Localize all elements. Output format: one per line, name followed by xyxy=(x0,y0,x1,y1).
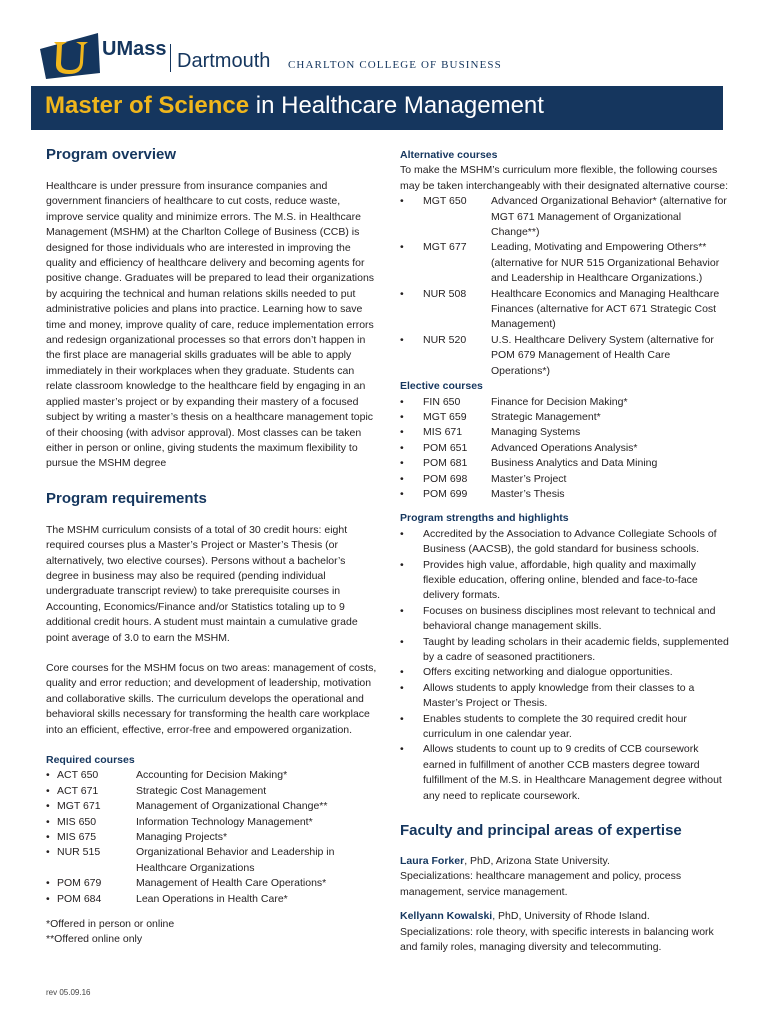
required-course xyxy=(46,845,378,876)
faculty-heading: Faculty and principal areas of expertise xyxy=(400,822,682,840)
bullet-icon: • xyxy=(400,426,404,439)
required-course xyxy=(46,784,378,799)
course-code: NUR 515 xyxy=(57,846,101,859)
required-courses-list xyxy=(46,768,378,907)
footnote-in-person: *Offered in person or online xyxy=(46,918,175,931)
course-code: MGT 677 xyxy=(423,241,467,254)
bullet-icon: • xyxy=(400,635,404,648)
bullet-icon: • xyxy=(400,487,404,500)
course-name: Business Analytics and Data Mining xyxy=(491,457,658,470)
footnote-online: **Offered online only xyxy=(46,933,143,946)
bullet-icon: • xyxy=(400,287,404,300)
course-name: Strategic Management* xyxy=(491,410,601,423)
strength-text: Taught by leading scholars in their academic fields, supplemented by a cadre of seasoned practitioners. xyxy=(423,635,729,663)
course-code: MGT 659 xyxy=(423,410,467,423)
strengths-heading: Program strengths and highlights xyxy=(400,512,569,525)
brand-dartmouth: Dartmouth xyxy=(177,50,271,72)
strength-text: Allows students to apply knowledge from their classes to a Master’s Project or Thesis. xyxy=(423,681,695,710)
bullet-icon: • xyxy=(46,831,50,844)
course-code: ACT 671 xyxy=(57,784,99,797)
bullet-icon: • xyxy=(46,769,50,782)
bullet-icon: • xyxy=(46,784,50,797)
strength-item xyxy=(400,527,730,558)
alternative-courses-heading: Alternative courses xyxy=(400,149,498,161)
faculty-specializations: Specializations: role theory, with specific interests in balancing work and family roles, managing diversity and telecommuting. xyxy=(400,925,714,954)
course-code: MIS 671 xyxy=(423,426,463,439)
bullet-icon: • xyxy=(46,877,50,890)
course-code: POM 679 xyxy=(57,877,102,890)
bullet-icon: • xyxy=(400,527,404,540)
requirements-para-1: The MSHM curriculum consists of a total of 30 credit hours: eight required courses plus a Master’s Project or Master’s Thesis (or alternatively, two elective courses). Persons without a bachelor’s degree in business may also be required (pending individual undergraduate transcript review) to take prerequisite courses in Accounting, Economics/Finance and/or Statistics totaling up to 9 additional credit hours. A student must maintain a cumulative grade point average of 3.0 to earn the MSHM. xyxy=(46,523,358,644)
course-name: Master’s Project xyxy=(491,472,567,485)
title-bar xyxy=(31,86,723,130)
faculty-name: Laura Forker xyxy=(400,855,465,868)
required-course xyxy=(46,768,378,783)
brand-college: CHARLTON COLLEGE OF BUSINESS xyxy=(288,59,502,71)
alternative-course xyxy=(400,287,730,333)
title-bold: Master of Science xyxy=(45,92,250,119)
alternative-courses-list xyxy=(400,194,730,379)
elective-course xyxy=(400,425,730,440)
course-code: POM 698 xyxy=(423,472,468,485)
bullet-icon: • xyxy=(400,395,404,408)
strength-item xyxy=(400,681,730,712)
elective-course xyxy=(400,441,730,456)
course-code: MIS 675 xyxy=(57,831,97,844)
strength-text: Focuses on business disciplines most relevant to technical and behavioral change management skills. xyxy=(423,604,716,633)
course-name: U.S. Healthcare Delivery System (alternative for POM 679 Management of Health Care Operations*) xyxy=(491,333,714,377)
title-rest: in Healthcare Management xyxy=(249,92,544,119)
course-code: POM 651 xyxy=(423,441,468,454)
course-name: Managing Projects* xyxy=(136,831,228,844)
course-name: Advanced Operations Analysis* xyxy=(491,441,638,454)
bullet-icon: • xyxy=(46,815,50,828)
elective-course xyxy=(400,487,730,502)
alternative-course xyxy=(400,194,730,240)
right-column xyxy=(400,148,730,956)
course-code: MIS 650 xyxy=(57,815,97,828)
required-course xyxy=(46,799,378,814)
elective-courses-heading: Elective courses xyxy=(400,380,483,393)
elective-courses-list xyxy=(400,395,730,503)
bullet-icon: • xyxy=(46,892,50,905)
course-code: POM 684 xyxy=(57,892,102,905)
course-name: Healthcare Economics and Managing Healthcare Finances (alternative for ACT 671 Strategic Cost Management) xyxy=(491,287,720,331)
strength-item xyxy=(400,604,730,635)
course-code: POM 699 xyxy=(423,487,468,500)
faculty-specializations: Specializations: healthcare management and policy, process management, service management. xyxy=(400,870,682,898)
bullet-icon: • xyxy=(46,846,50,859)
course-name: Finance for Decision Making* xyxy=(491,395,628,408)
course-name: Accounting for Decision Making* xyxy=(136,769,288,782)
required-course xyxy=(46,830,378,845)
bullet-icon: • xyxy=(400,743,404,756)
bullet-icon: • xyxy=(400,441,404,454)
strength-item xyxy=(400,635,730,666)
course-code: FIN 650 xyxy=(423,395,461,408)
faculty-details: , PhD, Arizona State University. xyxy=(464,855,610,868)
strengths-list xyxy=(400,527,730,804)
strength-item xyxy=(400,665,730,680)
revision-date: rev 05.09.16 xyxy=(46,988,91,997)
course-name: Leading, Motivating and Empowering Others** (alternative for NUR 515 Organizational Behavior and Leadership in Healthcare Organizations.) xyxy=(491,241,720,285)
course-name: Information Technology Management* xyxy=(136,815,313,828)
strength-item xyxy=(400,742,730,804)
faculty-details: , PhD, University of Rhode Island. xyxy=(492,910,650,923)
strength-text: Offers exciting networking and dialogue opportunities. xyxy=(423,666,673,679)
bullet-icon: • xyxy=(400,472,404,485)
page-title xyxy=(45,92,544,120)
bullet-icon: • xyxy=(46,800,50,813)
overview-body: Healthcare is under pressure from insurance companies and government financiers of healthcare to cut costs, reduce waste, improve service quality and minimize errors. The M.S. in Healthcare Management (MSHM) at the Charlton College of Business (CCB) is designed for those individuals who are interested in improving the quality and efficiency of healthcare delivery and becoming agents for positive change. Graduates will be prepared to lead their organizations by acquiring the technical and human relations skills needed to put administrative policies and plans into practice. Learning how to save time and money, improve quality of care, reduce implementation errors and redesign organizational processes so that errors don’t happen in the first place are managerial skills graduates will be able to apply immediately in their workplaces when they graduate. Students can relate classroom knowledge to the healthcare field by engaging in an applied master’s project or by expanding their mastery of a focused subject by writing a master’s thesis on a healthcare management topic of their choosing (with advisor approval). Most classes can be taken either in person or online, giving students the maximum flexibility to pursue the MSHM degree xyxy=(46,180,375,470)
alternative-course xyxy=(400,240,730,286)
bullet-icon: • xyxy=(400,410,404,423)
left-column xyxy=(46,146,378,948)
strength-text: Enables students to complete the 30 required credit hour curriculum in one calendar year. xyxy=(423,712,687,741)
bullet-icon: • xyxy=(400,681,404,694)
brand-umass: UMass xyxy=(102,38,167,60)
requirements-heading: Program requirements xyxy=(46,489,207,507)
elective-course xyxy=(400,456,730,471)
course-code: POM 681 xyxy=(423,457,468,470)
alternative-course xyxy=(400,333,730,379)
course-name: Master’s Thesis xyxy=(491,487,565,500)
required-course xyxy=(46,892,378,907)
bullet-icon: • xyxy=(400,195,404,208)
elective-course xyxy=(400,472,730,487)
elective-course xyxy=(400,410,730,425)
course-name: Management of Organizational Change** xyxy=(136,800,328,813)
course-code: ACT 650 xyxy=(57,769,99,782)
course-name: Advanced Organizational Behavior* (alternative for MGT 671 Management of Organizational Change**) xyxy=(491,195,727,239)
strength-text: Provides high value, affordable, high quality and maximally flexible education, offering online, blended and face-to-face delivery formats. xyxy=(423,558,698,602)
faculty-member xyxy=(400,854,730,900)
bullet-icon: • xyxy=(400,604,404,617)
bullet-icon: • xyxy=(400,241,404,254)
course-code: NUR 508 xyxy=(423,287,467,300)
strength-item xyxy=(400,712,730,743)
umass-logo-icon xyxy=(40,33,106,79)
bullet-icon: • xyxy=(400,457,404,470)
course-name: Management of Health Care Operations* xyxy=(136,877,327,890)
required-courses-heading: Required courses xyxy=(46,754,135,766)
bullet-icon: • xyxy=(400,666,404,679)
strength-item xyxy=(400,558,730,604)
required-course xyxy=(46,876,378,891)
alternative-intro: To make the MSHM’s curriculum more flexible, the following courses may be taken interchangeably with their designated alternative course: xyxy=(400,164,729,192)
course-code: MGT 671 xyxy=(57,800,101,813)
bullet-icon: • xyxy=(400,333,404,346)
faculty-member xyxy=(400,909,730,955)
bullet-icon: • xyxy=(400,558,404,571)
requirements-para-2: Core courses for the MSHM focus on two areas: management of costs, quality and error reduction; and development of leadership, motivation and collaborative skills. The curriculum develops the operational and behavioral skills necessary for transforming the health care workplace into an efficient, effective, error-free and empowered organization. xyxy=(46,661,377,736)
course-name: Managing Systems xyxy=(491,426,581,439)
faculty-name: Kellyann Kowalski xyxy=(400,910,493,923)
brand-divider xyxy=(170,44,171,72)
course-name: Strategic Cost Management xyxy=(136,784,267,797)
strength-text: Accredited by the Association to Advance Collegiate Schools of Business (AACSB), the gold standard for business schools. xyxy=(423,527,717,556)
strength-text: Allows students to count up to 9 credits of CCB coursework earned in fulfillment of another CCB masters degree toward fulfillment of the M.S. in Healthcare Management degree without any need to replicate coursework. xyxy=(423,743,722,802)
overview-heading: Program overview xyxy=(46,146,177,163)
course-name: Lean Operations in Health Care* xyxy=(136,892,288,905)
course-code: NUR 520 xyxy=(423,333,467,346)
bullet-icon: • xyxy=(400,712,404,725)
course-code: MGT 650 xyxy=(423,195,467,208)
required-course xyxy=(46,815,378,830)
elective-course xyxy=(400,395,730,410)
course-name: Organizational Behavior and Leadership in Healthcare Organizations xyxy=(136,846,335,874)
